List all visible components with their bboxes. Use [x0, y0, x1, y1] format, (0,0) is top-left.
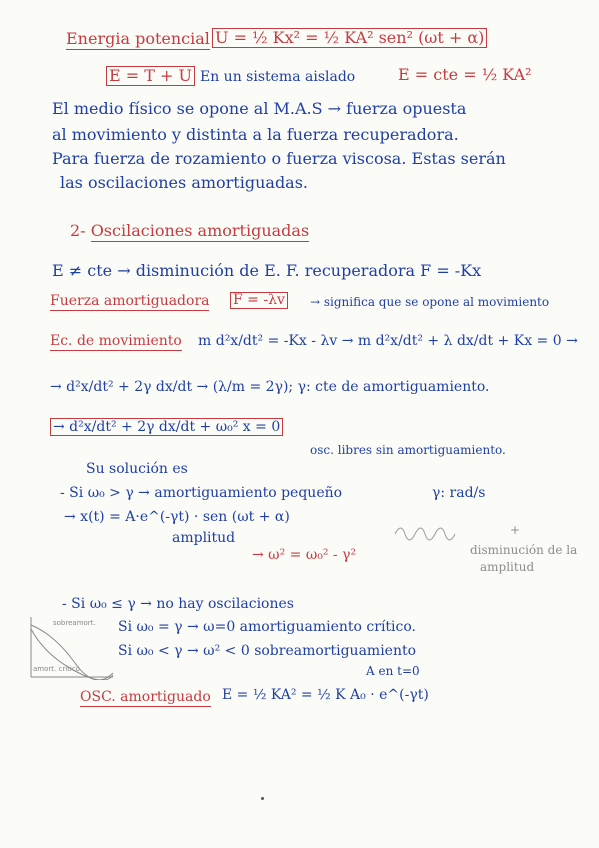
motion-equation-label: Ec. de movimiento [50, 333, 182, 349]
damping-sketch [25, 615, 115, 680]
motion-equation-formula: m d²x/dt² = -Kx - λv → m d²x/dt² + λ dx/dt + Kx = 0 → [198, 333, 578, 349]
gamma-definition-line: → d²x/dt² + 2γ dx/dt → (λ/m = 2γ); γ: cte de amortiguamiento. [50, 379, 490, 395]
title-energia-potencial: Energia potencial [66, 29, 210, 48]
damping-force-note: → significa que se opone al movimiento [310, 295, 550, 309]
section-heading: 2- Oscilaciones amortiguadas [70, 221, 310, 240]
sketch-label-overdamped: sobreamort. [53, 619, 96, 627]
scribble-drawing [393, 522, 463, 546]
case-critical: Si ω₀ = γ → ω=0 amortiguamiento crítico. [118, 619, 416, 635]
case-overdamped: Si ω₀ < γ → ω² < 0 sobreamortiguamiento [118, 643, 417, 659]
damped-oscillator-label: OSC. amortiguado [80, 689, 211, 705]
energy-not-constant-line: E ≠ cte → disminución de E. F. recuperadora F = -Kx [52, 261, 482, 280]
amplitude-at-t0-note: A en t=0 [366, 664, 420, 678]
side-note-line-2: amplitud [480, 560, 535, 574]
gamma-units: γ: rad/s [432, 485, 486, 501]
damped-energy-formula: E = ½ KA² = ½ K A₀ · e^(-γt) [222, 687, 429, 703]
paragraph-line-2: al movimiento y distinta a la fuerza recuperadora. [52, 125, 459, 144]
damping-force-label: Fuerza amortiguadora [50, 293, 210, 309]
formula-total-energy: E = T + U [106, 66, 195, 86]
angular-frequency-formula: → ω² = ω₀² - γ² [252, 547, 357, 563]
isolated-system-note: En un sistema aislado [200, 69, 356, 85]
amplitude-label: amplitud [172, 530, 236, 546]
side-plus: + [510, 523, 521, 537]
side-note-line-1: disminución de la [470, 543, 578, 557]
ink-dot [261, 797, 264, 800]
paragraph-line-4: las oscilaciones amortiguadas. [60, 173, 309, 192]
case-underdamped: - Si ω₀ > γ → amortiguamiento pequeño [60, 485, 343, 501]
case-no-oscillation: - Si ω₀ ≤ γ → no hay oscilaciones [62, 596, 294, 612]
paragraph-line-3: Para fuerza de rozamiento o fuerza viscosa. Estas serán [52, 149, 506, 168]
formula-potential-energy: U = ½ Kx² = ½ KA² sen² (ωt + α) [212, 28, 487, 48]
paragraph-line-1: El medio físico se opone al M.A.S → fuerza opuesta [52, 99, 467, 118]
sketch-label-critical: amort. crítico [33, 665, 80, 673]
position-solution: → x(t) = A·e^(-γt) · sen (ωt + α) [64, 509, 290, 525]
constant-energy-formula: E = cte = ½ KA² [398, 65, 532, 84]
free-oscillation-equation: → d²x/dt² + 2γ dx/dt + ω₀² x = 0 [50, 420, 283, 435]
free-oscillation-note: osc. libres sin amortiguamiento. [310, 443, 506, 457]
solution-intro: Su solución es [86, 461, 188, 477]
damping-force-formula: F = -λv [230, 292, 288, 309]
